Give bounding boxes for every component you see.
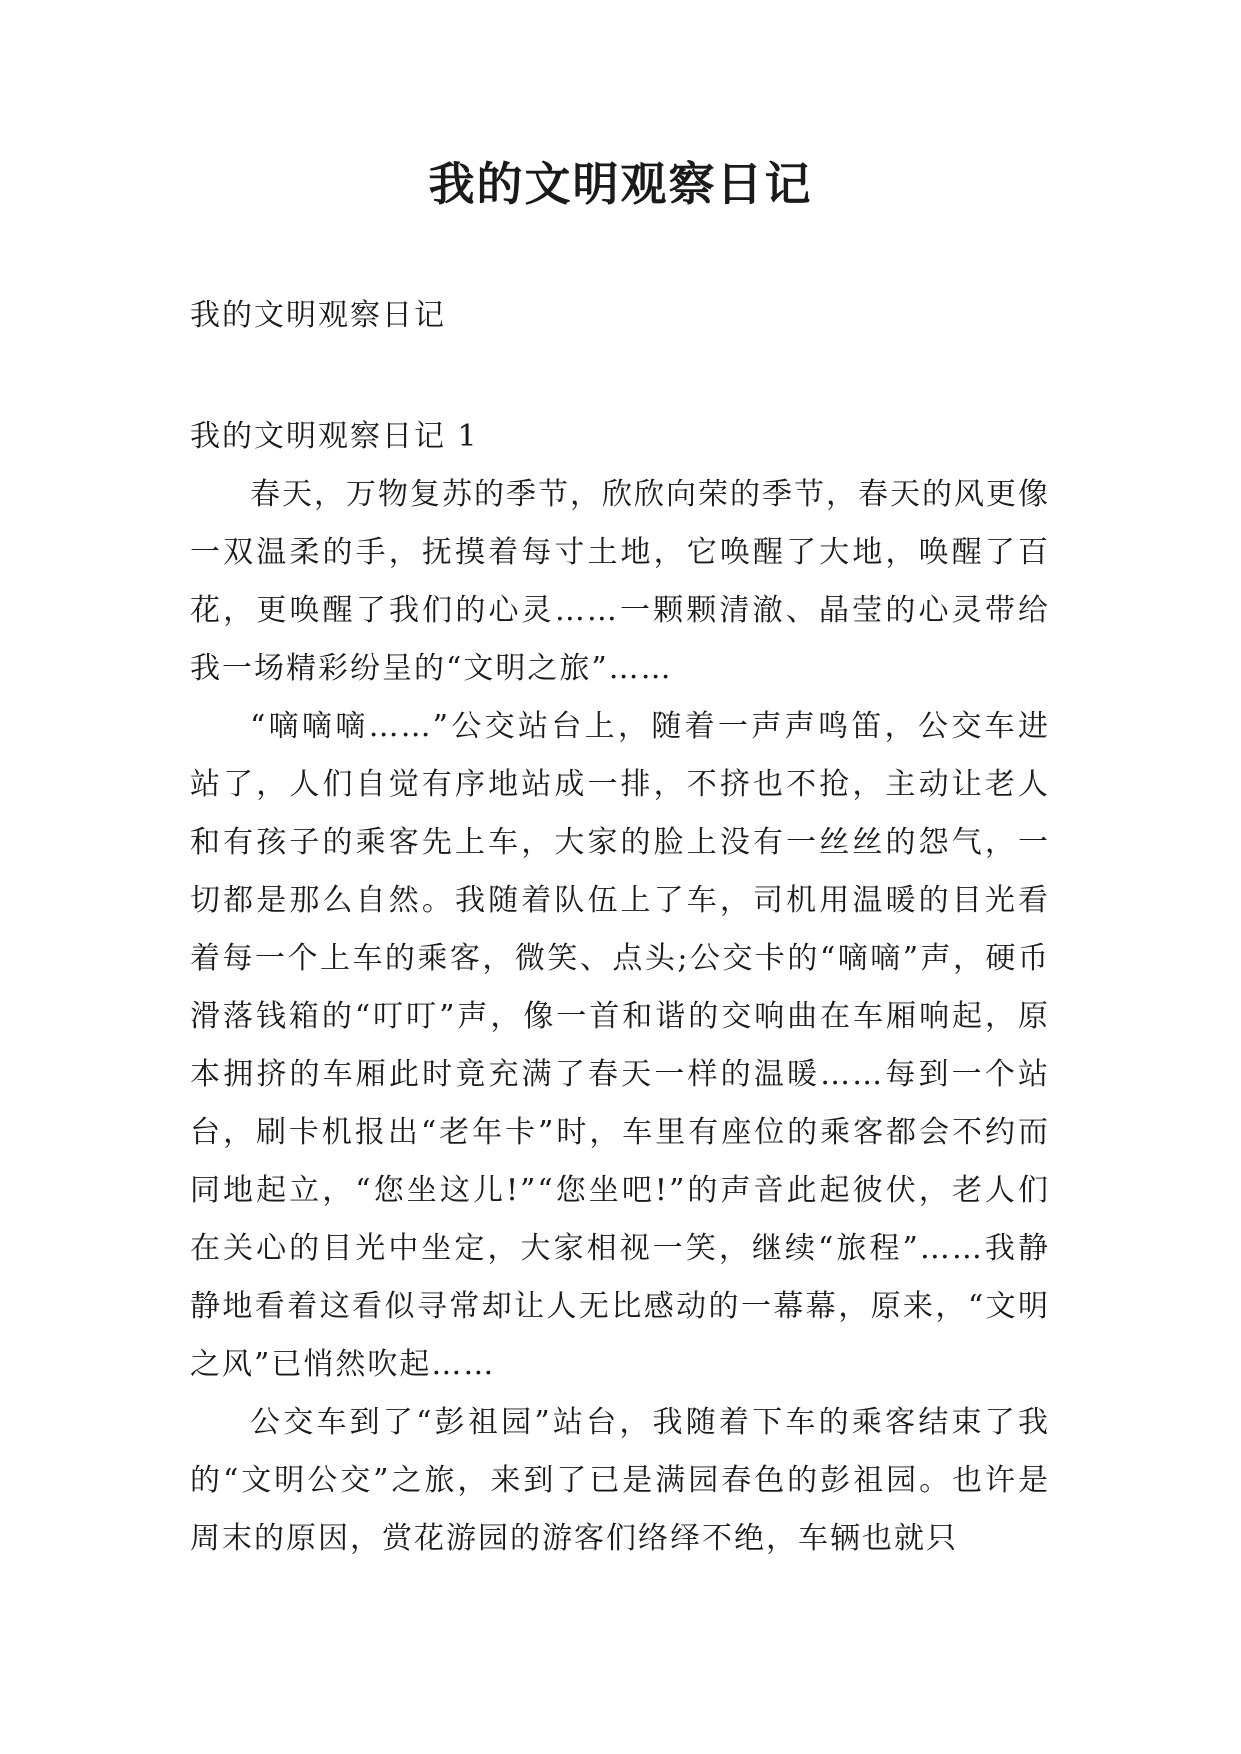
paragraph: 春天，万物复苏的季节，欣欣向荣的季节，春天的风更像一双温柔的手，抚摸着每寸土地，它唤醒了大地，唤醒了百花，更唤醒了我们的心灵……一颗颗清澈、晶莹的心灵带给我一场精彩纷呈的“文明之旅”…… [190,477,1050,686]
document-subtitle: 我的文明观察日记 [190,298,446,333]
document-body [190,408,1050,1568]
document-title: 我的文明观察日记 [428,157,813,211]
section-heading: 我的文明观察日记 1 [190,419,479,454]
paragraph: 公交车到了“彭祖园”站台，我随着下车的乘客结束了我的“文明公交”之旅，来到了已是满园春色的彭祖园。也许是周末的原因，赏花游园的游客们络绎不绝，车辆也就只 [190,1405,1050,1556]
paragraph: “嘀嘀嘀……”公交站台上，随着一声声鸣笛，公交车进站了，人们自觉有序地站成一排，不挤也不抢，主动让老人和有孩子的乘客先上车，大家的脸上没有一丝丝的怨气，一切都是那么自然。我随着队伍上了车，司机用温暖的目光看着每一个上车的乘客，微笑、点头;公交卡的“嘀嘀”声，硬币滑落钱箱的“叮叮”声，像一首和谐的交响曲在车厢响起，原本拥挤的车厢此时竟充满了春天一样的温暖……每到一个站台，刷卡机报出“老年卡”时，车里有座位的乘客都会不约而同地起立，“您坐这儿!”“您坐吧!”的声音此起彼伏，老人们在关心的目光中坐定，大家相视一笑，继续“旅程”……我静静地看着这看似寻常却让人无比感动的一幕幕，原来，“文明之风”已悄然吹起…… [190,709,1050,1382]
